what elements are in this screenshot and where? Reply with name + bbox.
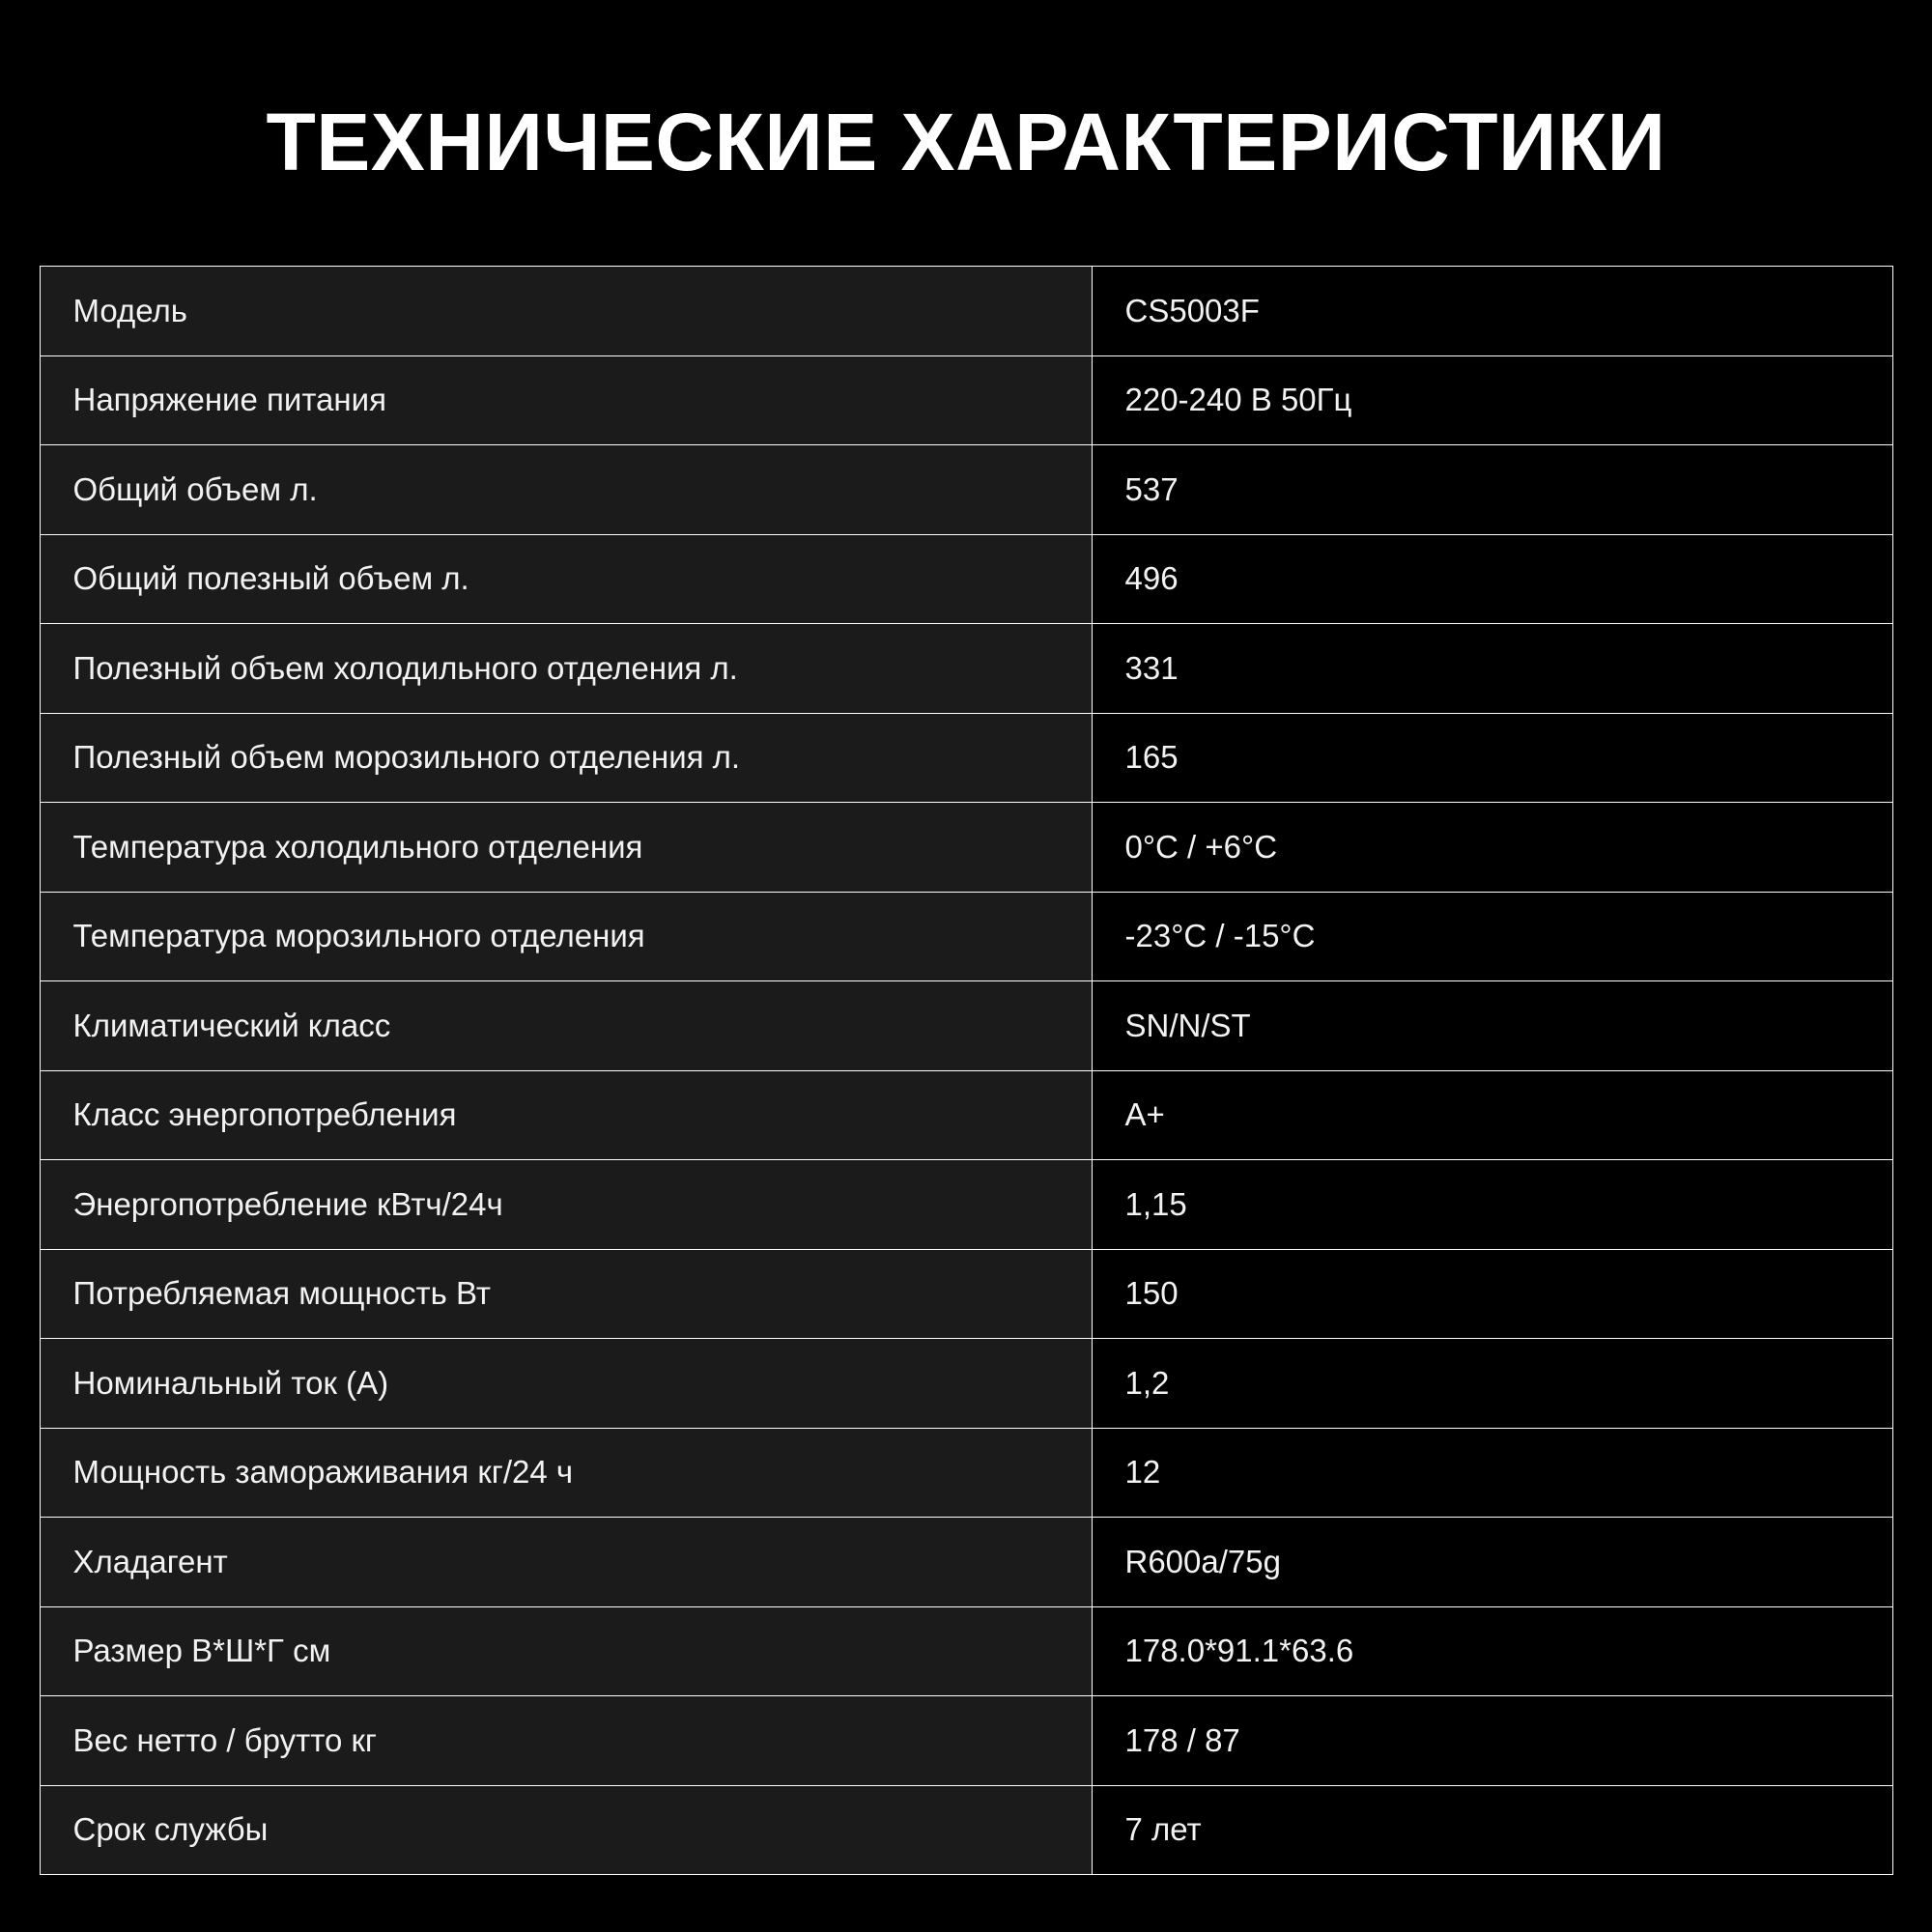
spec-label: Климатический класс bbox=[40, 981, 1092, 1071]
spec-label: Общий объем л. bbox=[40, 445, 1092, 535]
table-row bbox=[40, 445, 1892, 535]
page-title: ТЕХНИЧЕСКИЕ ХАРАКТЕРИСТИКИ bbox=[266, 97, 1666, 187]
table-row bbox=[40, 355, 1892, 445]
spec-label: Полезный объем морозильного отделения л. bbox=[40, 713, 1092, 803]
spec-label: Температура морозильного отделения bbox=[40, 892, 1092, 981]
spec-label: Мощность замораживания кг/24 ч bbox=[40, 1428, 1092, 1518]
spec-value: 220-240 В 50Гц bbox=[1092, 355, 1892, 445]
table-row bbox=[40, 1785, 1892, 1875]
spec-value: 331 bbox=[1092, 624, 1892, 714]
spec-value: 496 bbox=[1092, 534, 1892, 624]
table-row bbox=[40, 1696, 1892, 1786]
table-row bbox=[40, 1518, 1892, 1607]
table-row bbox=[40, 1160, 1892, 1250]
spec-value: SN/N/ST bbox=[1092, 981, 1892, 1071]
specifications-table-body bbox=[40, 267, 1892, 1875]
spec-value: 12 bbox=[1092, 1428, 1892, 1518]
spec-label: Вес нетто / брутто кг bbox=[40, 1696, 1092, 1786]
table-row bbox=[40, 1428, 1892, 1518]
spec-value: -23°C / -15°C bbox=[1092, 892, 1892, 981]
spec-label: Напряжение питания bbox=[40, 355, 1092, 445]
table-row bbox=[40, 1606, 1892, 1696]
spec-label: Потребляемая мощность Вт bbox=[40, 1249, 1092, 1339]
spec-value: R600a/75g bbox=[1092, 1518, 1892, 1607]
spec-label: Срок службы bbox=[40, 1785, 1092, 1875]
spec-label: Класс энергопотребления bbox=[40, 1070, 1092, 1160]
spec-label: Размер В*Ш*Г см bbox=[40, 1606, 1092, 1696]
table-row bbox=[40, 803, 1892, 893]
table-row bbox=[40, 1070, 1892, 1160]
table-row bbox=[40, 267, 1892, 356]
spec-value: A+ bbox=[1092, 1070, 1892, 1160]
spec-value: 1,2 bbox=[1092, 1339, 1892, 1429]
spec-label: Номинальный ток (А) bbox=[40, 1339, 1092, 1429]
table-row bbox=[40, 981, 1892, 1071]
spec-value: 1,15 bbox=[1092, 1160, 1892, 1250]
table-row bbox=[40, 624, 1892, 714]
table-row bbox=[40, 892, 1892, 981]
spec-label: Полезный объем холодильного отделения л. bbox=[40, 624, 1092, 714]
table-row bbox=[40, 713, 1892, 803]
table-row bbox=[40, 534, 1892, 624]
spec-label: Модель bbox=[40, 267, 1092, 356]
spec-value: 7 лет bbox=[1092, 1785, 1892, 1875]
spec-value: 0°C / +6°C bbox=[1092, 803, 1892, 893]
spec-value: 165 bbox=[1092, 713, 1892, 803]
spec-label: Температура холодильного отделения bbox=[40, 803, 1092, 893]
spec-label: Энергопотребление кВтч/24ч bbox=[40, 1160, 1092, 1250]
specifications-table bbox=[40, 266, 1893, 1875]
spec-label: Хладагент bbox=[40, 1518, 1092, 1607]
spec-value: 150 bbox=[1092, 1249, 1892, 1339]
spec-label: Общий полезный объем л. bbox=[40, 534, 1092, 624]
table-row bbox=[40, 1249, 1892, 1339]
spec-value: 537 bbox=[1092, 445, 1892, 535]
spec-value: CS5003F bbox=[1092, 267, 1892, 356]
spec-value: 178 / 87 bbox=[1092, 1696, 1892, 1786]
spec-value: 178.0*91.1*63.6 bbox=[1092, 1606, 1892, 1696]
table-row bbox=[40, 1339, 1892, 1429]
